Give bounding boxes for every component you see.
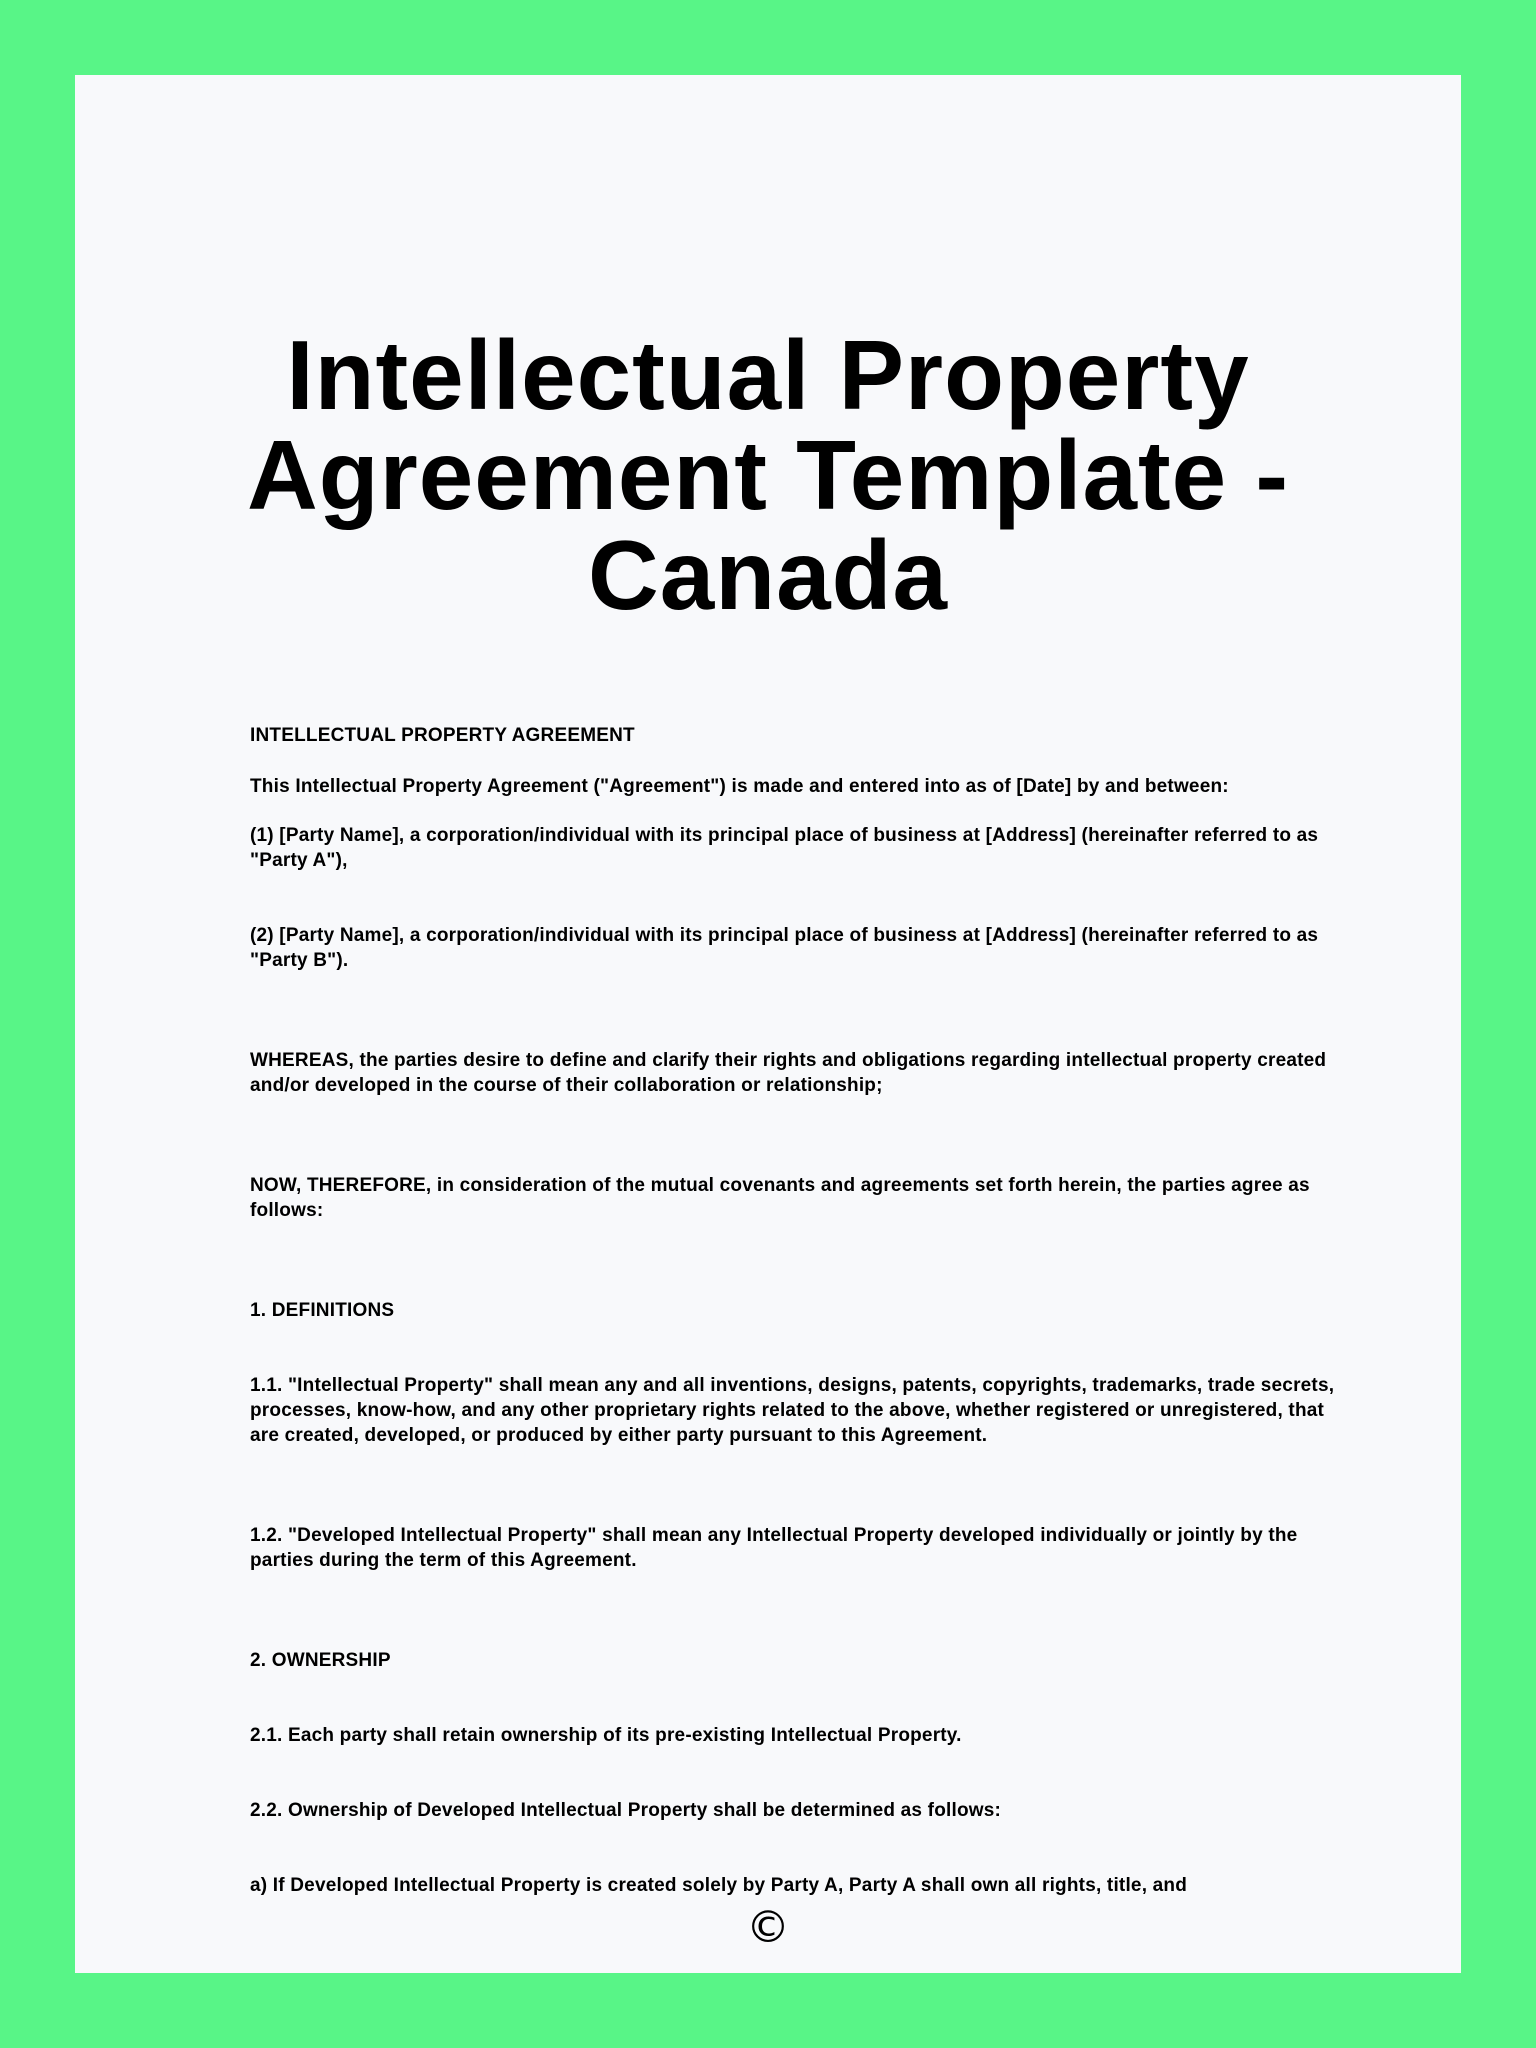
clause-2-1: 2.1. Each party shall retain ownership of its pre-existing Intellectual Property. bbox=[250, 1725, 962, 1746]
agreement-heading: INTELLECTUAL PROPERTY AGREEMENT bbox=[250, 725, 635, 746]
clause-1-1: 1.1. "Intellectual Property" shall mean any and all inventions, designs, patents, copyrights, trademarks, trade secrets, processes, know-how, and any other proprietary rights related to the above, whether registered or unregistered, that are created, developed, or produced by either party pursuant to this Agreement. bbox=[250, 1375, 1335, 1446]
document-title: Intellectual Property Agreement Template - Canada bbox=[247, 320, 1289, 630]
clause-2-2-a: a) If Developed Intellectual Property is created solely by Party A, Party A shall own all rights, title, and bbox=[250, 1875, 1188, 1896]
whereas-paragraph: WHEREAS, the parties desire to define and clarify their rights and obligations regarding intellectual property created and/or developed in the course of their collaboration or relationship; bbox=[250, 1050, 1327, 1096]
clause-2-2: 2.2. Ownership of Developed Intellectual Property shall be determined as follows: bbox=[250, 1800, 1002, 1821]
party-b-paragraph: (2) [Party Name], a corporation/individual with its principal place of business at [Address] (hereinafter referred to as "Party B"). bbox=[250, 925, 1319, 971]
intro-paragraph: This Intellectual Property Agreement ("Agreement") is made and entered into as of [Date] by and between: bbox=[250, 776, 1229, 797]
clause-1-2: 1.2. "Developed Intellectual Property" shall mean any Intellectual Property developed individually or jointly by the parties during the term of this Agreement. bbox=[250, 1525, 1298, 1571]
party-a-paragraph: (1) [Party Name], a corporation/individual with its principal place of business at [Address] (hereinafter referred to as "Party A"), bbox=[250, 825, 1319, 871]
section-heading-ownership: 2. OWNERSHIP bbox=[250, 1650, 391, 1671]
section-heading-definitions: 1. DEFINITIONS bbox=[250, 1300, 395, 1321]
copyright-icon: © bbox=[746, 1902, 790, 1953]
document-page bbox=[75, 75, 1461, 1973]
therefore-paragraph: NOW, THEREFORE, in consideration of the mutual covenants and agreements set forth herein, the parties agree as follows: bbox=[250, 1175, 1310, 1221]
